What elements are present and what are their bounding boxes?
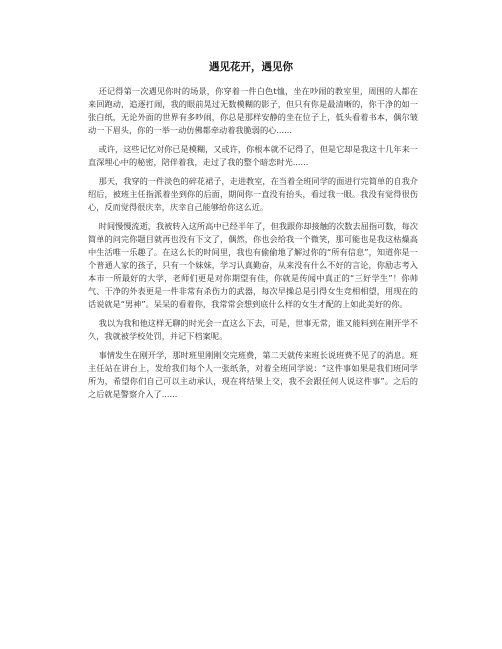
- paragraph: 还记得第一次遇见你时的场景，你穿着一件白色t恤，坐在吵闹的教室里，周围的人都在来回跑动，追逐打闹，我的眼前晃过无数模糊的影子，但只有你是最清晰的，你干净的如一张白纸，无论外面的世界有多吵闹，你总是那样安静的坐在位子上，低头看着书本，偶尔皱动一下眉头，你的一举一动仿佛都牵动着我脆弱的心......: [88, 86, 418, 135]
- paragraph: 或许，这些记忆对你已是模糊，又或许，你根本就不记得了，但是它却是我这十几年来一直深埋心中的秘密，陪伴着我，走过了我的整个暗恋时光......: [88, 144, 418, 167]
- paragraph: 时间慢慢流逝，我被转入这所高中已经半年了，但我跟你却接触的次数去屈指可数，每次简单的问完你题目就再也没有下文了，偶然，你也会给我一个微笑，那可能也是我这枯燥高中生活唯一乐趣了。在这么长的时间里，我也有偷偷地了解过你的“所有信息”，知道你是一个普通人家的孩子，只有一个妹妹，学习认真勤奋，从来没有什么不好的言论，你励志考入本市一所最好的大学，老师们更是对你期望有佳，你就是传闻中真正的“三好学生”！你帅气、干净的外表更是一件非常有杀伤力的武器，每次早操总是引得女生竞相相望，用现在的话说就是“男神”。呆呆的看着你，我常常会想到底什么样的女生才配的上如此美好的你。: [88, 221, 418, 309]
- document-title: 遇见花开，遇见你: [209, 61, 293, 73]
- document-body: [88, 85, 418, 407]
- paragraph: 事情发生在刚开学，那时班里刚刚交完班费，第二天就传来班长说班费不见了的消息。班主任站在讲台上，发给我们每个人一张纸条，对着全班同学说：“这件事如果是我们班同学所为，希望你们自己可以主动承认，现在将结果上交，我不会跟任何人说这件事”。之后的之后就是警察介入了......: [88, 350, 418, 399]
- paragraph: 我以为我和他这样无聊的时光会一直这么下去，可是，世事无常，谁又能料到在刚开学不久，我就被学校处罚，并记下档案呢。: [88, 318, 418, 341]
- paragraph: 那天，我穿的一件淡色的碎花裙子，走进教室，在当着全班同学的面进行完简单的自我介绍后，被班主任指派着坐到你的后面，期间你一直没有抬头，看过我一眼。我没有觉得很伤心，反而觉得很庆幸，庆幸自己能够给你这么近。: [88, 176, 418, 212]
